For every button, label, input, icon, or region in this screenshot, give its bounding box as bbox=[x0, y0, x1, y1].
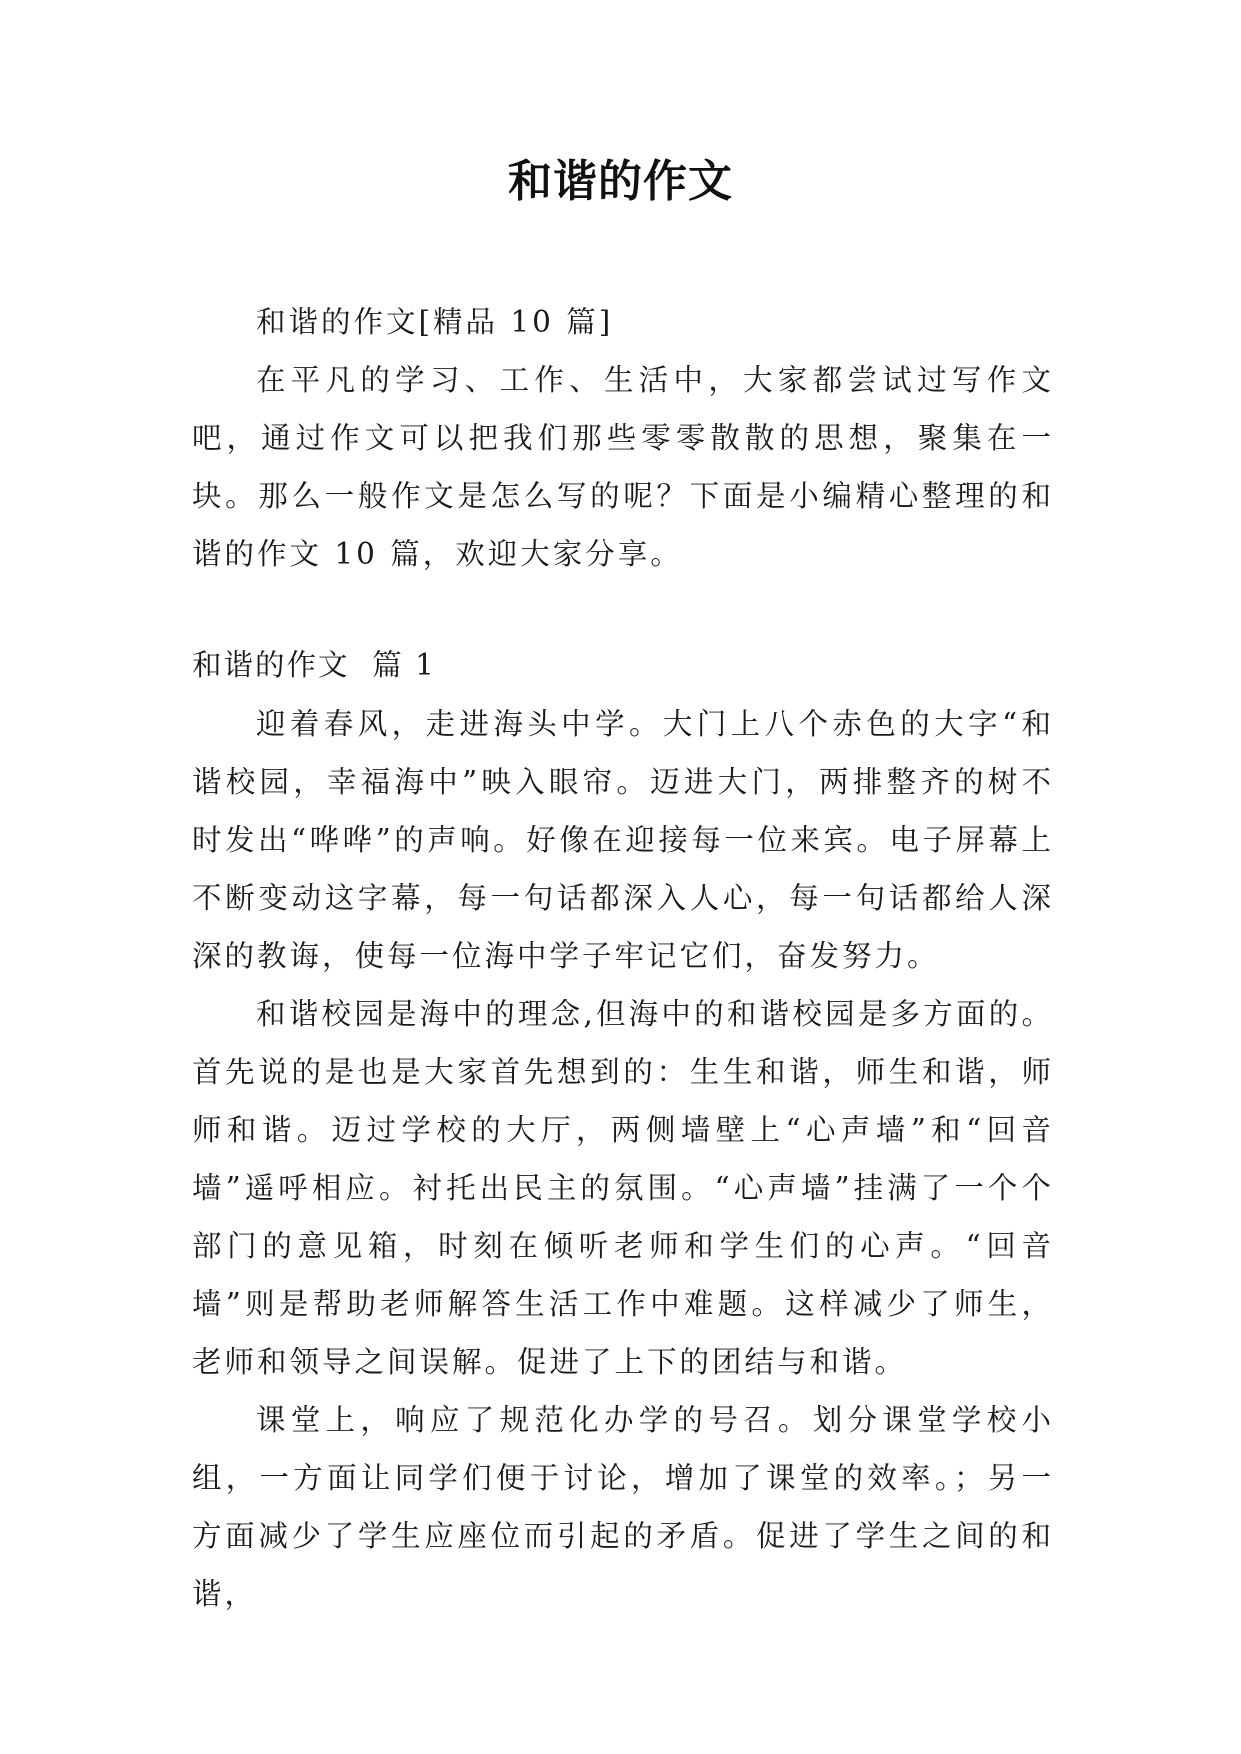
paragraph-1: 迎着春风，走进海头中学。大门上八个赤色的大字“和谐校园，幸福海中”映入眼帘。迈进大门，两排整齐的树不时发出“哗哗”的声响。好像在迎接每一位来宾。电子屏幕上不断变动这字幕，每一句话都深入人心，每一句话都给人深深的教诲，使每一位海中学子牢记它们，奋发努力。 bbox=[192, 707, 1054, 973]
paragraph-2: 和谐校园是海中的理念,但海中的和谐校园是多方面的。首先说的是也是大家首先想到的：生生和谐，师生和谐，师师和谐。迈过学校的大厅，两侧墙壁上“心声墙”和“回音墙”遥呼相应。衬托出民主的氛围。“心声墙”挂满了一个个部门的意见箱，时刻在倾听老师和学生们的心声。“回音墙”则是帮助老师解答生活工作中难题。这样减少了师生，老师和领导之间误解。促进了上下的团结与和谐。 bbox=[192, 997, 1054, 1379]
document-subtitle bbox=[192, 293, 1054, 351]
section-body bbox=[192, 695, 1054, 1623]
intro-text: 在平凡的学习、工作、生活中，大家都尝试过写作文吧，通过作文可以把我们那些零零散散的思想，聚集在一块。那么一般作文是怎么写的呢？下面是小编精心整理的和谐的作文 10 篇，欢迎大家分享。 bbox=[192, 363, 1054, 571]
subtitle-text: 和谐的作文[精品 10 篇] bbox=[256, 305, 614, 339]
intro-paragraph bbox=[192, 351, 1054, 583]
section-heading-text: 和谐的作文 篇 1 bbox=[192, 648, 436, 682]
section-heading bbox=[192, 636, 1054, 694]
document-title: 和谐的作文 bbox=[508, 156, 733, 207]
paragraph-3: 课堂上，响应了规范化办学的号召。划分课堂学校小组，一方面让同学们便于讨论，增加了课堂的效率。；另一方面减少了学生应座位而引起的矛盾。促进了学生之间的和谐， bbox=[192, 1403, 1054, 1611]
